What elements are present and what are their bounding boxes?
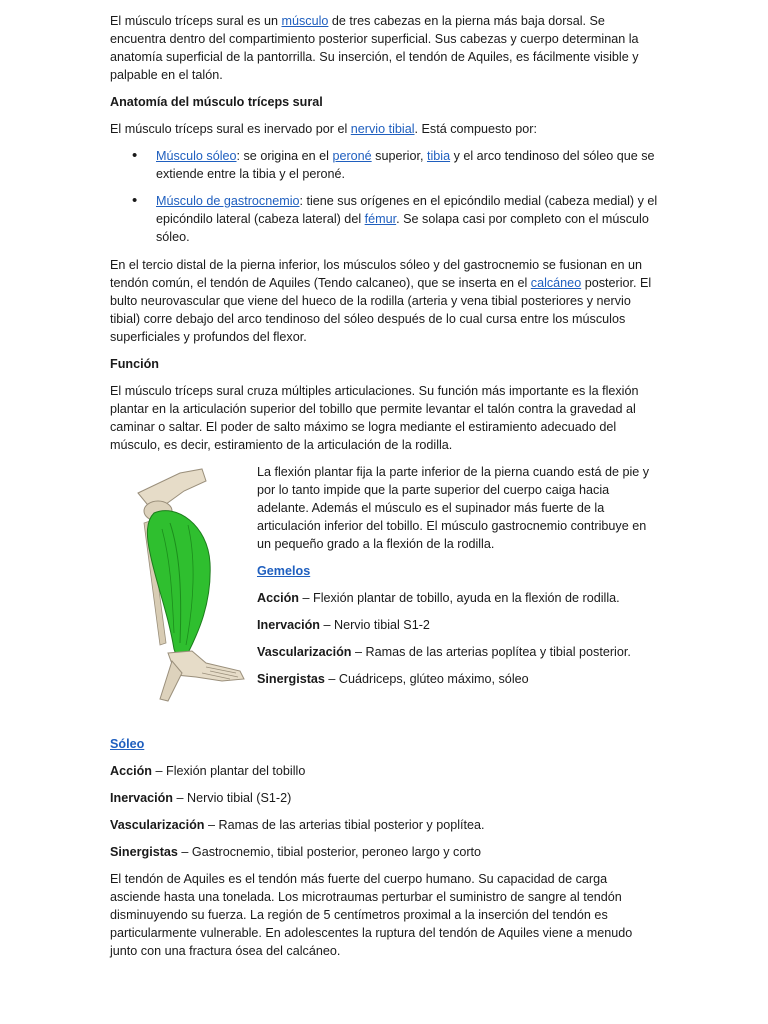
prop-key: Vascularización: [110, 818, 205, 832]
gemelos-vascularizacion: [257, 643, 658, 661]
prop-key: Acción: [110, 764, 152, 778]
prop-key: Vascularización: [257, 645, 352, 659]
prop-key: Acción: [257, 591, 299, 605]
prop-sep: –: [152, 764, 167, 778]
prop-sep: –: [324, 672, 339, 686]
anatomy-paragraph: [110, 256, 658, 346]
prop-value: Cuádriceps, glúteo máximo, sóleo: [338, 672, 529, 686]
anatomy-text: En el tercio distal de la pierna inferior, los músculos sóleo y del gastrocnemio se fusionan en un tendón común, el tendón de Aquiles (Tendo calcaneo), que se inserta en el: [110, 258, 643, 290]
gemelos-accion: [257, 589, 658, 607]
gemelos-inervacion: [257, 616, 658, 634]
prop-sep: –: [204, 818, 219, 832]
anatomy-heading: Anatomía del músculo tríceps sural: [110, 95, 323, 109]
intro-paragraph: [110, 12, 658, 84]
list-item-gastrocnemio: [110, 192, 658, 246]
bullet-text: : tiene sus orígenes en el epicóndilo medial (cabeza medial) y el epicóndilo lateral (cabeza lateral) del: [156, 194, 658, 226]
prop-value: Ramas de las arterias poplítea y tibial posterior.: [365, 645, 631, 659]
gemelos-heading: [257, 562, 658, 580]
link-femur[interactable]: fémur: [364, 212, 397, 226]
leg-muscle-illustration: [110, 463, 248, 703]
anatomy-lead-text-2: . Está compuesto por:: [414, 122, 538, 136]
list-item-soleo: [110, 147, 658, 183]
link-calcaneo[interactable]: calcáneo: [530, 276, 582, 290]
link-soleo[interactable]: Sóleo: [110, 737, 145, 751]
prop-sep: –: [173, 791, 188, 805]
prop-sep: –: [299, 591, 314, 605]
link-perone[interactable]: peroné: [332, 149, 372, 163]
side-text-column: [257, 463, 658, 697]
anatomy-lead: [110, 120, 658, 138]
function-paragraph: El músculo tríceps sural cruza múltiples articulaciones. Su función más importante es la flexión plantar en la articulación superior del tobillo que permite levantar el talón contra la gravedad al caminar o saltar. El poder de salto máximo se logra mediante el estiramiento adecuado del músculo, es decir, estiramiento de la articulación de la rodilla.: [110, 384, 639, 452]
prop-value: Ramas de las arterias tibial posterior y poplítea.: [218, 818, 485, 832]
link-musculo-gastrocnemio[interactable]: Músculo de gastrocnemio: [156, 194, 300, 208]
link-gemelos[interactable]: Gemelos: [257, 564, 311, 578]
soleo-sinergistas: [110, 843, 658, 861]
prop-value: Gastrocnemio, tibial posterior, peroneo largo y corto: [191, 845, 482, 859]
prop-sep: –: [351, 645, 366, 659]
anatomy-text-2: posterior. El bulto neurovascular que viene del hueco de la rodilla (arteria y vena tibial posteriores y nervio tibial) corre debajo del arco tendinoso del sóleo después de lo cual cursa entre los músculos superficiales y profundos del flexor.: [110, 276, 652, 344]
link-nervio-tibial[interactable]: nervio tibial: [350, 122, 415, 136]
function-heading: Función: [110, 357, 159, 371]
side-paragraph: La flexión plantar fija la parte inferior de la pierna cuando está de pie y por lo tanto impide que la parte superior del cuerpo caiga hacia adelante. Además el músculo es el supinador más fuerte de la articulación inferior del tobillo. El músculo gastrocnemio contribuye en un pequeño grado a la flexión de la rodilla.: [257, 465, 650, 551]
link-musculo-soleo[interactable]: Músculo sóleo: [156, 149, 237, 163]
soleo-inervacion: [110, 789, 658, 807]
bullet-text: . Se solapa casi por completo con el músculo sóleo.: [156, 212, 649, 244]
anatomy-lead-text: El músculo tríceps sural es inervado por el: [110, 122, 351, 136]
soleo-vascularizacion: [110, 816, 658, 834]
soleo-heading: [110, 735, 658, 753]
bullet-text: : se origina en el: [236, 149, 333, 163]
closing-paragraph: El tendón de Aquiles es el tendón más fuerte del cuerpo humano. Su capacidad de carga asciende hasta una tonelada. Los microtraumas perturbar el suministro de sangre al tendón disminuyendo su fuerza. La región de 5 centímetros proximal a la inserción del tendón es particularmente vulnerable. En adolescentes la ruptura del tendón de Aquiles viene a menudo junto con una fractura ósea del calcáneo.: [110, 872, 633, 958]
prop-sep: –: [177, 845, 192, 859]
prop-key: Inervación: [110, 791, 173, 805]
intro-text: El músculo tríceps sural es un: [110, 14, 282, 28]
bullet-text: y el arco tendinoso del sóleo que se extiende entre la tibia y el peroné.: [156, 149, 655, 181]
link-musculo[interactable]: músculo: [281, 14, 329, 28]
prop-key: Sinergistas: [257, 672, 325, 686]
prop-key: Sinergistas: [110, 845, 178, 859]
document-page: [110, 12, 658, 969]
prop-value: Flexión plantar del tobillo: [166, 764, 306, 778]
prop-value: Flexión plantar de tobillo, ayuda en la flexión de rodilla.: [313, 591, 620, 605]
prop-value: Nervio tibial S1-2: [334, 618, 430, 632]
gemelos-sinergistas: [257, 670, 658, 688]
bullet-text: superior,: [371, 149, 427, 163]
link-tibia[interactable]: tibia: [426, 149, 451, 163]
prop-key: Inervación: [257, 618, 320, 632]
muscle-list: [110, 147, 658, 246]
prop-sep: –: [320, 618, 335, 632]
figure-section: [110, 463, 658, 735]
soleo-accion: [110, 762, 658, 780]
prop-value: Nervio tibial (S1-2): [187, 791, 292, 805]
intro-text-2: de tres cabezas en la pierna más baja dorsal. Se encuentra dentro del compartimiento posterior superficial. Sus cabezas y cuerpo determinan la anatomía superficial de la pantorrilla. Su inserción, el tendón de Aquiles, es fácilmente visible y palpable en el talón.: [110, 14, 639, 82]
